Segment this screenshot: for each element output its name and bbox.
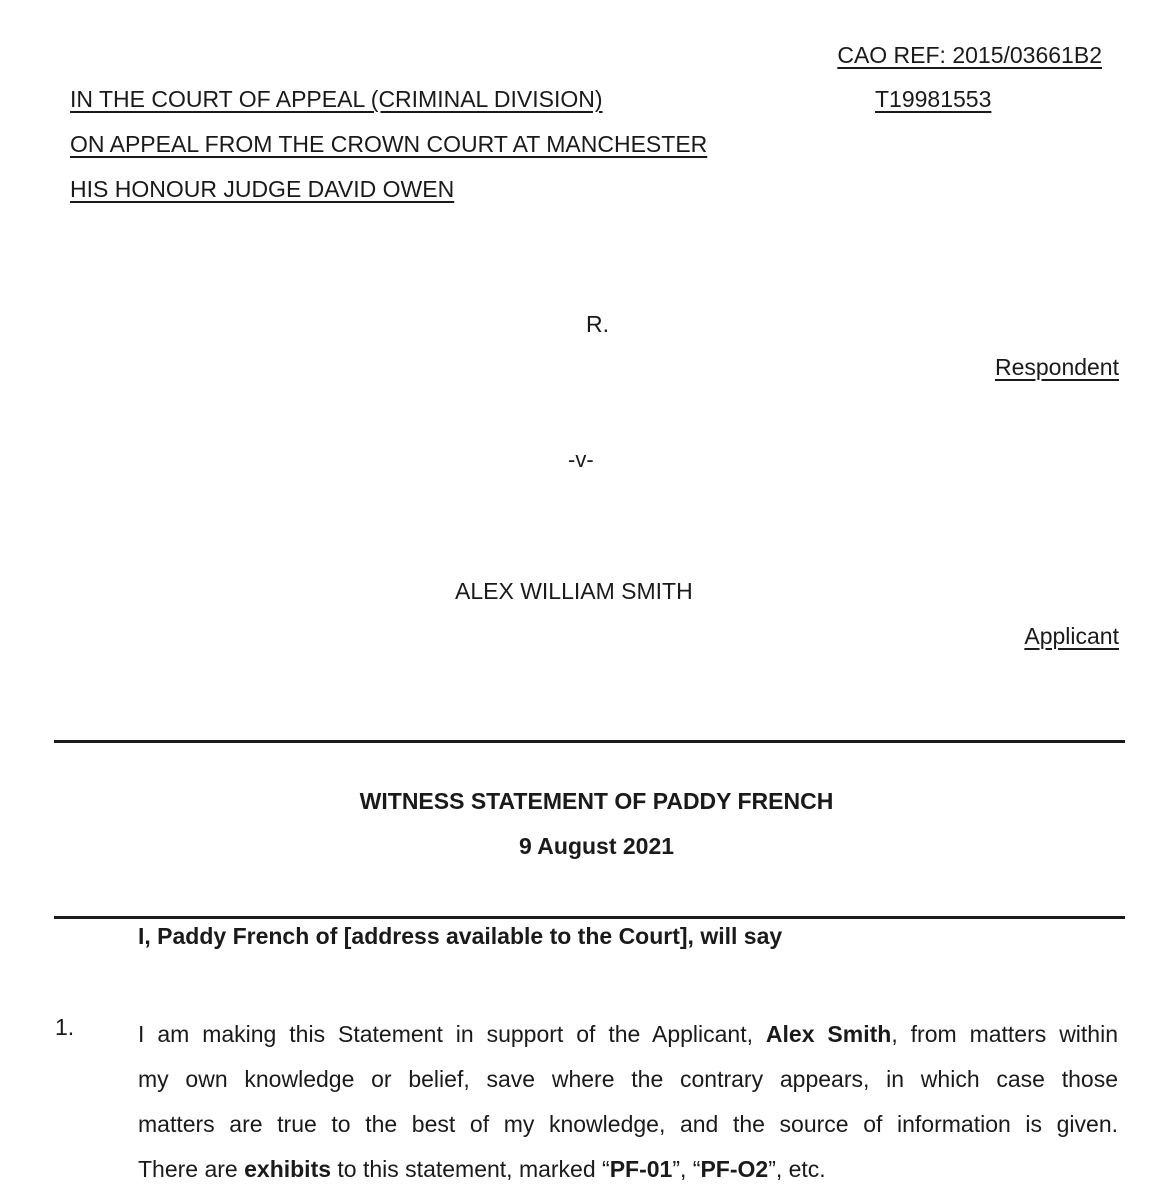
paragraph-line: matters are true to the best of my knowledge, and the source of information is given. bbox=[138, 1111, 1118, 1137]
exhibits-term: exhibits bbox=[244, 1156, 332, 1182]
court-line-judge: HIS HONOUR JUDGE DAVID OWEN bbox=[70, 176, 455, 202]
respondent-role: Respondent bbox=[994, 354, 1119, 380]
case-number: T19981553 bbox=[875, 86, 992, 112]
paragraph-number: 1. bbox=[55, 1014, 75, 1040]
paragraph-body bbox=[138, 1012, 1118, 1192]
divider-bottom bbox=[54, 916, 1125, 919]
applicant-name: ALEX WILLIAM SMITH bbox=[455, 578, 693, 604]
applicant-role: Applicant bbox=[1024, 623, 1119, 649]
statement-intro: I, Paddy French of [address available to the Court], will say bbox=[138, 923, 783, 949]
respondent-name: R. bbox=[586, 311, 609, 337]
paragraph-text: ”, etc. bbox=[768, 1156, 826, 1182]
paragraph-text: , from matters within bbox=[891, 1021, 1118, 1047]
applicant-short-name: Alex Smith bbox=[765, 1021, 892, 1047]
paragraph-text: ”, “ bbox=[672, 1156, 701, 1182]
paragraph-text: I am making this Statement in support of the Applicant, bbox=[138, 1021, 766, 1047]
paragraph-line: my own knowledge or belief, save where the contrary appears, in which case those bbox=[138, 1066, 1118, 1092]
versus-label: -v- bbox=[568, 447, 594, 472]
cao-reference: CAO REF: 2015/03661B2 bbox=[837, 42, 1102, 68]
paragraph-text: to this statement, marked “ bbox=[331, 1156, 610, 1182]
paragraph-text: There are bbox=[138, 1156, 245, 1182]
court-line-court: IN THE COURT OF APPEAL (CRIMINAL DIVISION) bbox=[70, 86, 603, 112]
exhibit-ref: PF-01 bbox=[609, 1156, 673, 1182]
paragraph-line bbox=[138, 1147, 1118, 1192]
court-heading bbox=[70, 88, 707, 223]
statement-title: WITNESS STATEMENT OF PADDY FRENCH bbox=[359, 788, 834, 814]
statement-date: 9 August 2021 bbox=[518, 833, 675, 859]
court-line-appeal-from: ON APPEAL FROM THE CROWN COURT AT MANCHESTER bbox=[70, 131, 708, 157]
divider-top bbox=[54, 740, 1125, 743]
paragraph-line bbox=[138, 1012, 1118, 1057]
exhibit-ref: PF-O2 bbox=[700, 1156, 769, 1182]
